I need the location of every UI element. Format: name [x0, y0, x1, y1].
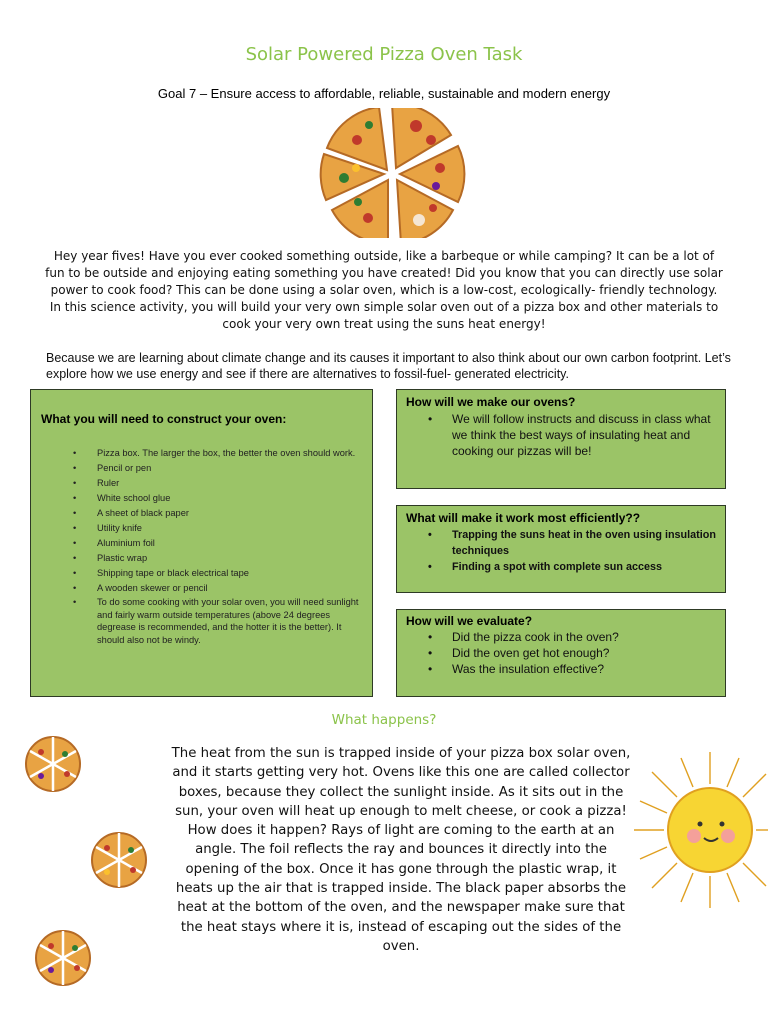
list-item: • Pizza box. The larger the box, the better the oven should work. [97, 447, 362, 459]
carbon-footprint-paragraph: Because we are learning about climate change and its causes it important to also think about our own carbon footprint. Let’s explore how we use energy and see if there are alternatives to fossil-fuel- generated electricity. [46, 351, 731, 381]
list-item: • Did the pizza cook in the oven? [452, 629, 716, 645]
make-ovens-heading: How will we make our ovens? [406, 395, 576, 409]
list-item: • We will follow instructs and discuss in class what we think the best ways of insulating heat and cooking our pizzas will be! [452, 411, 716, 459]
list-item: • A sheet of black paper [97, 506, 362, 521]
list-item: • Shipping tape or black electrical tape [97, 566, 362, 581]
materials-heading: What you will need to construct your oven: [41, 412, 287, 426]
goal-subtitle: Goal 7 – Ensure access to affordable, reliable, sustainable and modern energy [157, 86, 611, 101]
evaluate-heading: How will we evaluate? [406, 614, 533, 628]
evaluate-box [396, 609, 726, 697]
pizza-icon [32, 928, 94, 988]
what-happens-heading: What happens? [331, 712, 437, 728]
make-ovens-box [396, 389, 726, 489]
what-happens-paragraph: The heat from the sun is trapped inside of your pizza box solar oven, and it starts getting very hot. Ovens like this one are called collector boxes, because they collect the sunlight inside. As it sits out in the sun, your oven will heat up enough to melt cheese, or cook a pizza! How does it happen? Rays of light are coming to the earth at an angle. The foil reflects the ray and bounces it directly into the opening of the box. Once it has gone through the plastic wrap, it heats up the air that is trapped inside. The black paper absorbs the heat at the bottom of the oven, and the newspaper make sure that the heat stays where it is, instead of escaping out the sides of the oven. [171, 746, 631, 954]
intro-paragraph: Hey year fives! Have you ever cooked something outside, like a barbeque or while camping? It can be a lot of fun to be outside and enjoying eating something you have created! Did you know that you can directly use solar power to cook food? This can be done using a solar oven, which is a low-cost, ecologically- friendly technology. In this science activity, you will build your very own simple solar oven out of a pizza box and other materials to cook your very own treat using the suns heat energy! [45, 249, 723, 331]
list-item: • Trapping the suns heat in the oven using insulation techniques [452, 527, 716, 559]
materials-list [41, 447, 362, 646]
page-title: Solar Powered Pizza Oven Task [245, 44, 523, 65]
sun-icon [634, 748, 768, 908]
list-item: • Did the oven get hot enough? [452, 645, 716, 661]
list-item: • Ruler [97, 476, 362, 491]
list-item: • Pencil or pen [97, 461, 362, 476]
pizza-icon [22, 734, 84, 794]
efficiency-box [396, 505, 726, 593]
materials-box [30, 389, 373, 697]
list-item: • To do some cooking with your solar oven, you will need sunlight and fairly warm outside temperatures (above 24 degrees degrease is recommended, and the hotter it is the better). It should also not be windy. [97, 596, 362, 646]
list-item: • Utility knife [97, 521, 362, 536]
pizza-icon [318, 108, 466, 238]
pizza-icon [88, 830, 150, 890]
list-item: • Aluminium foil [97, 536, 362, 551]
list-item: • Plastic wrap [97, 551, 362, 566]
efficiency-heading: What will make it work most efficiently?? [406, 511, 641, 525]
list-item: • Was the insulation effective? [452, 661, 716, 677]
list-item: • A wooden skewer or pencil [97, 581, 362, 596]
list-item: • Finding a spot with complete sun access [452, 559, 716, 575]
list-item: • White school glue [97, 491, 362, 506]
